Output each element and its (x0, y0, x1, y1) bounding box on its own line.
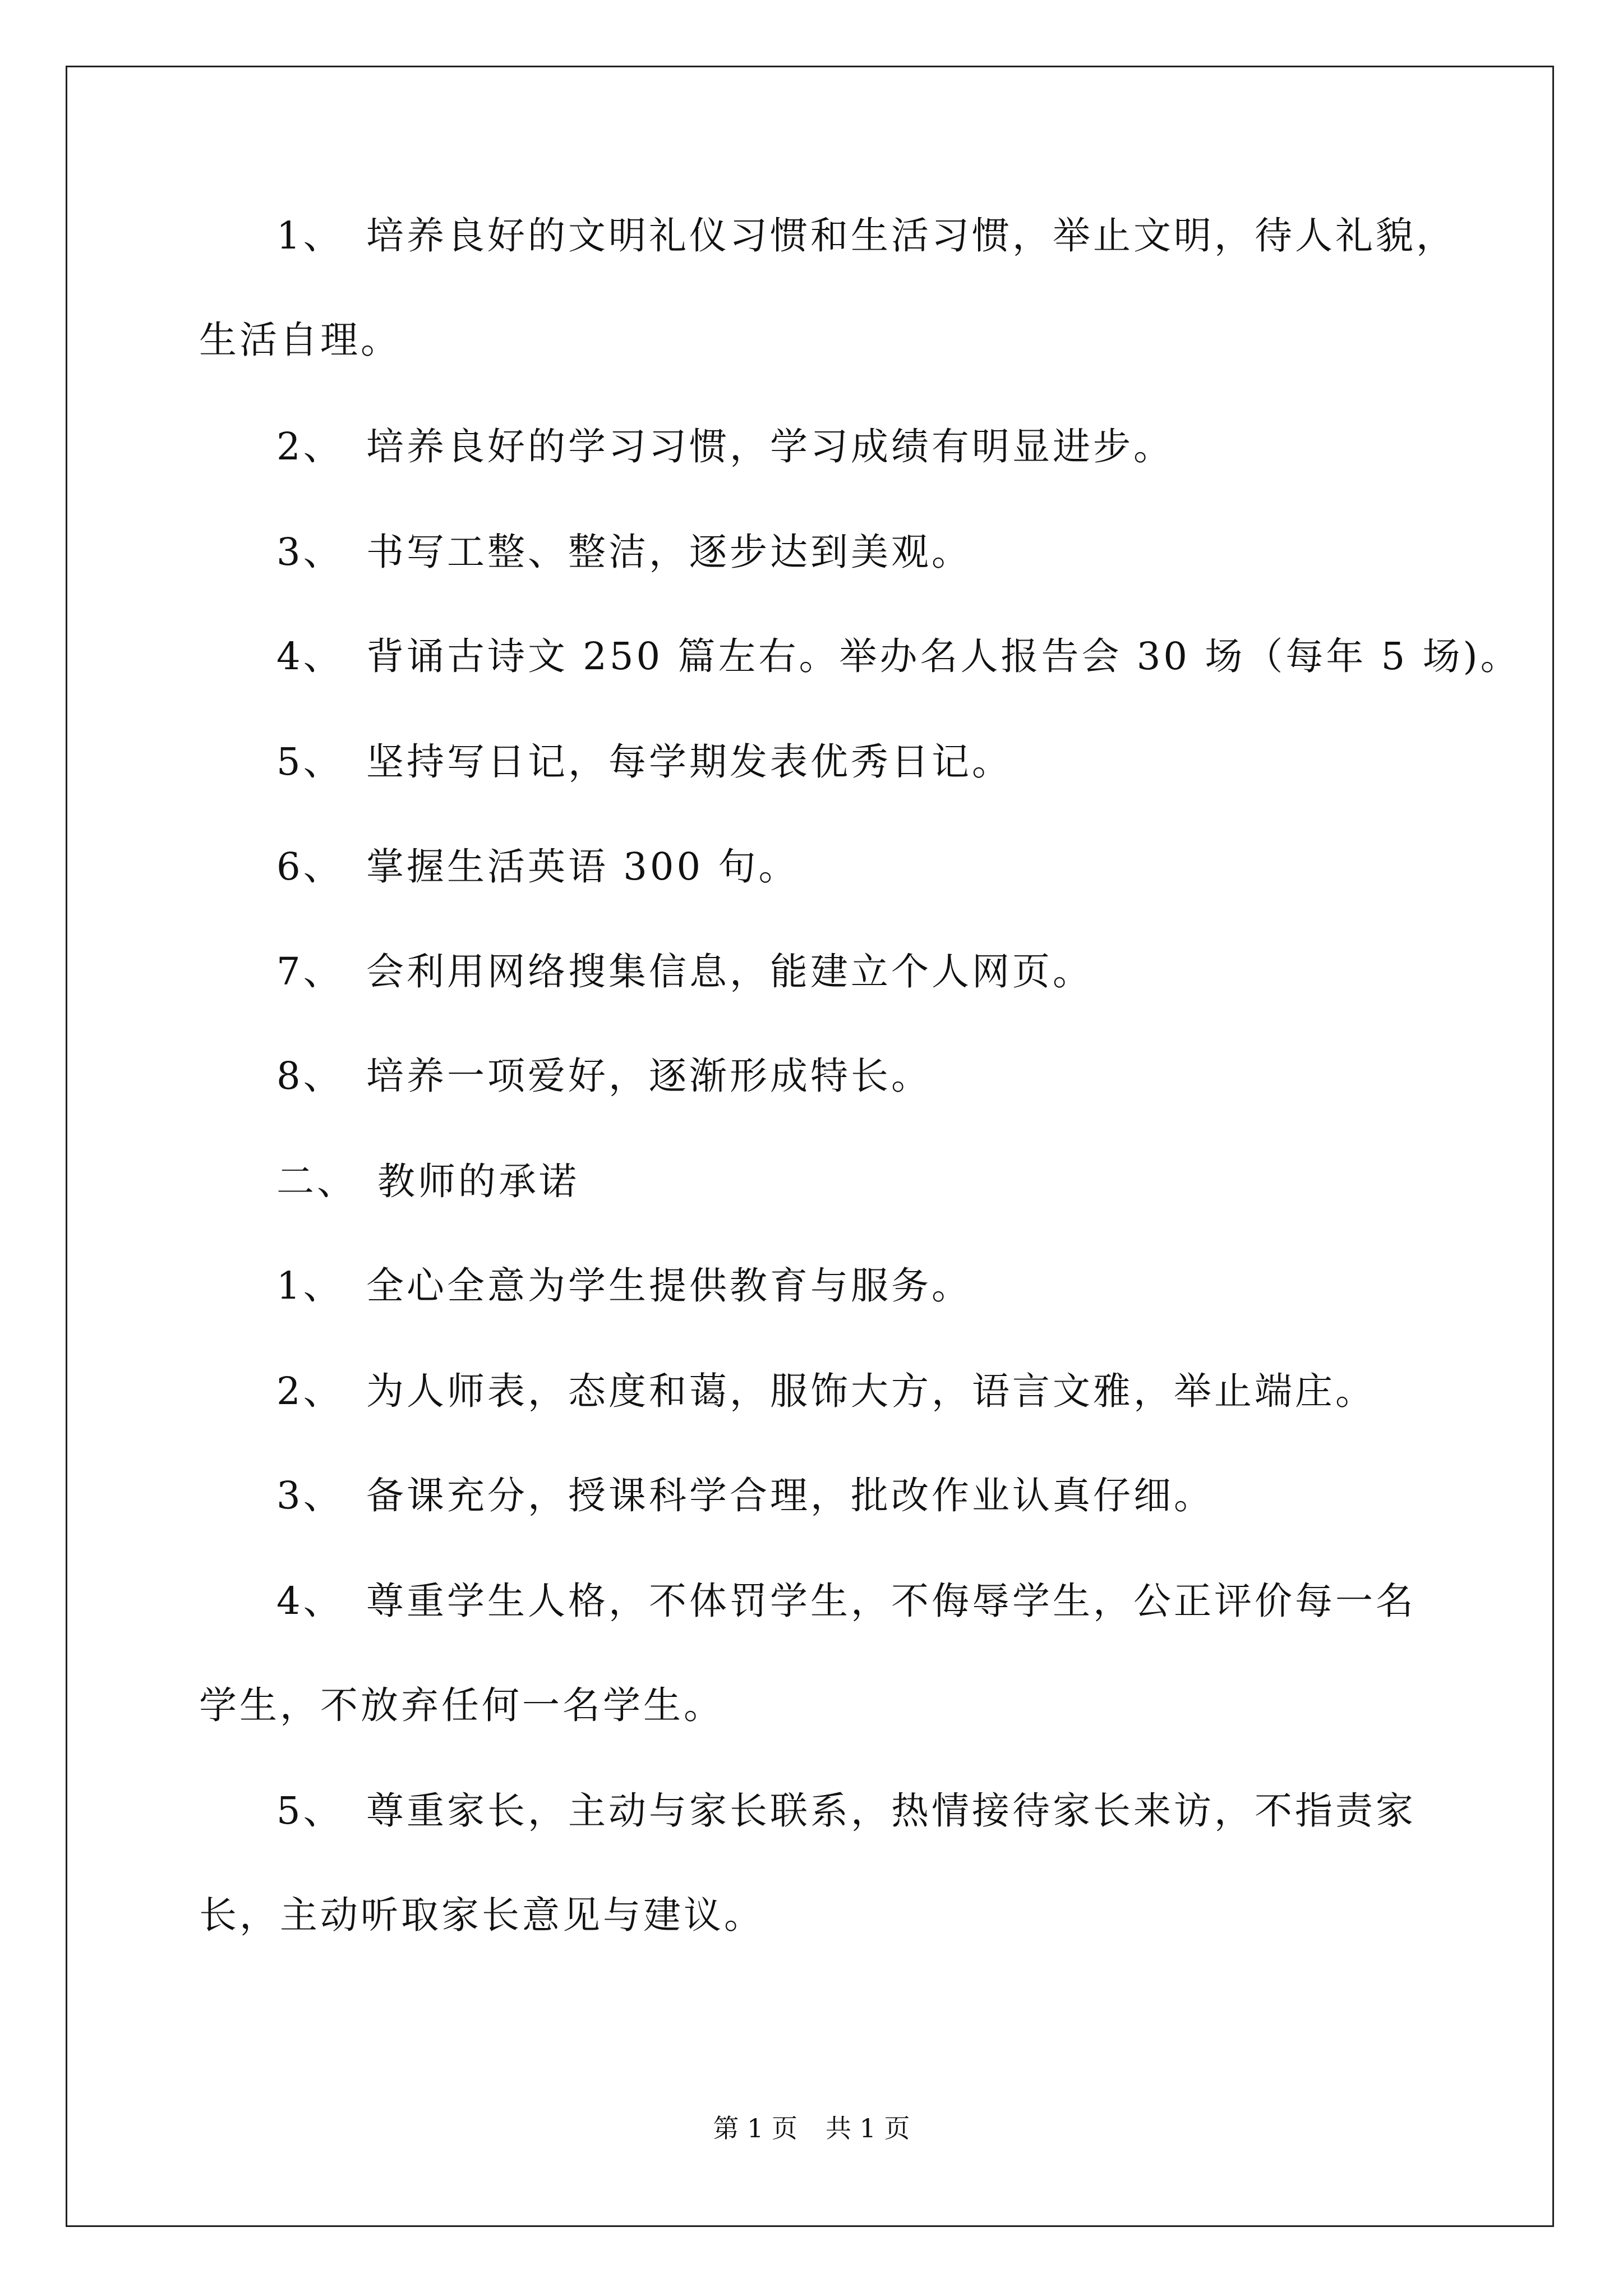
paragraph-text: 掌握生活英语 300 句。 (366, 845, 799, 889)
item-number: 2、 (276, 425, 344, 468)
paragraph-1-continued (199, 318, 401, 362)
page-number: 第 1 页 (713, 2113, 797, 2143)
paragraph-12-continued (199, 1683, 724, 1728)
paragraph-text: 培养一项爱好，逐渐形成特长。 (366, 1054, 932, 1098)
paragraph-text: 生活自理。 (199, 318, 401, 362)
page-footer (0, 2108, 1623, 2145)
paragraph-3 (199, 530, 972, 574)
paragraph-9 (199, 1263, 972, 1308)
paragraph-text: 尊重家长，主动与家长联系，热情接待家长来访，不指责家 (366, 1789, 1416, 1833)
section-number: 二、 (276, 1159, 357, 1203)
paragraph-text: 备课充分，授课科学合理，批改作业认真仔细。 (366, 1474, 1214, 1517)
item-number: 1、 (276, 214, 344, 257)
paragraph-text: 会利用网络搜集信息，能建立个人网页。 (366, 950, 1093, 993)
item-number: 6、 (276, 845, 344, 889)
page-total: 共 1 页 (826, 2113, 910, 2143)
paragraph-text: 培养良好的学习习惯，学习成绩有明显进步。 (366, 425, 1174, 468)
paragraph-10 (199, 1369, 1376, 1414)
paragraph-8 (199, 1053, 932, 1098)
paragraph-4 (199, 634, 1521, 679)
item-number: 3、 (276, 530, 344, 574)
paragraph-12 (199, 1579, 1416, 1623)
paragraph-13 (199, 1788, 1416, 1833)
paragraph-11 (199, 1473, 1214, 1518)
paragraph-text: 全心全意为学生提供教育与服务。 (366, 1264, 972, 1308)
item-number: 7、 (276, 950, 344, 993)
section-heading (199, 1159, 579, 1204)
paragraph-text: 培养良好的文明礼仪习惯和生活习惯，举止文明，待人礼貌， (366, 214, 1456, 257)
paragraph-1 (199, 213, 1456, 258)
item-number: 1、 (276, 1264, 344, 1308)
paragraph-5 (199, 739, 1012, 784)
paragraph-6 (199, 844, 799, 889)
paragraph-7 (199, 949, 1093, 994)
item-number: 8、 (276, 1054, 344, 1098)
paragraph-2 (199, 424, 1174, 469)
paragraph-text: 书写工整、整洁，逐步达到美观。 (366, 530, 972, 574)
item-number: 5、 (276, 740, 344, 784)
item-number: 4、 (276, 1579, 344, 1623)
item-number: 5、 (276, 1789, 344, 1833)
item-number: 3、 (276, 1474, 344, 1517)
item-number: 2、 (276, 1369, 344, 1413)
paragraph-text: 长，主动听取家长意见与建议。 (199, 1893, 764, 1937)
section-title: 教师的承诺 (377, 1159, 579, 1203)
paragraph-text: 尊重学生人格，不体罚学生，不侮辱学生，公正评价每一名 (366, 1579, 1416, 1623)
paragraph-13-continued (199, 1893, 764, 1938)
paragraph-text: 为人师表，态度和蔼，服饰大方，语言文雅，举止端庄。 (366, 1369, 1376, 1413)
paragraph-text: 坚持写日记，每学期发表优秀日记。 (366, 740, 1012, 784)
paragraph-text: 学生，不放弃任何一名学生。 (199, 1683, 724, 1727)
item-number: 4、 (276, 634, 344, 678)
paragraph-text: 背诵古诗文 250 篇左右。举办名人报告会 30 场（每年 5 场)。 (366, 634, 1521, 678)
